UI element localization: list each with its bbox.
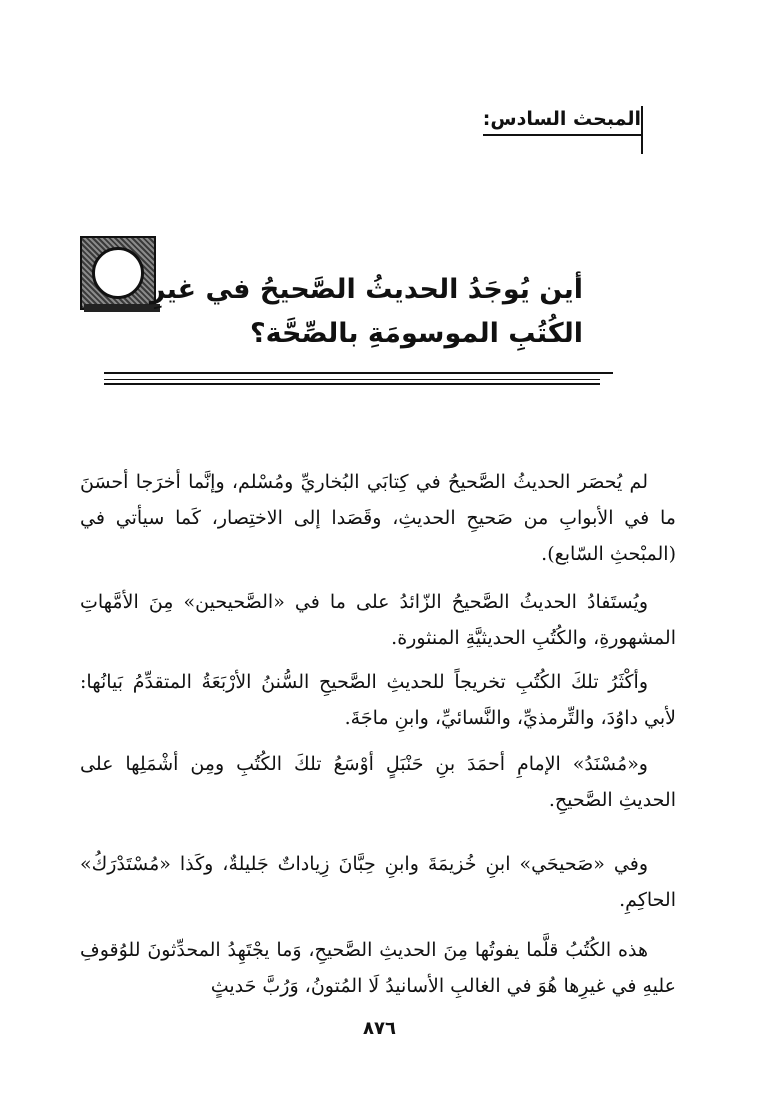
paragraph-text: وفي «صَحيحَي» ابنِ خُزيمَةَ وابنِ حِبَّانَ زِياداتٌ جَليلةٌ، وكَذا «مُسْتَدْرَكُ» الحاكِمِ.	[80, 853, 676, 911]
body-paragraph-2	[80, 584, 676, 656]
page-number: ٨٧٦	[363, 1018, 396, 1039]
paragraph-text: وأكْثَرُ تلكَ الكُتُبِ تخريجاً للحديثِ الصَّحيحِ السُّننُ الأرْبَعَةُ المتقدِّمُ بَيانُها: لأبي داوُدَ، والتِّرمذيِّ، والنَّسائيِّ، وابنِ ماجَةَ.	[80, 671, 676, 729]
body-paragraph-1	[80, 464, 676, 572]
section-divider	[641, 106, 643, 154]
title-underline-1	[104, 372, 613, 374]
paragraph-text: هذه الكُتُبُ قلَّما يفوتُها مِنَ الحديثِ الصَّحيحِ، وَما يجْتَهِدُ المحدِّثونَ للوُقوفِ عليهِ في غيرِها هُوَ في الغالبِ الأسانيدُ لَا المُتونُ، وَرُبَّ حَديثٍ	[80, 939, 676, 997]
chapter-title-line-2: الكُتُبِ الموسومَةِ بالصِّحَّة؟	[249, 318, 583, 349]
title-underline-2	[104, 379, 600, 380]
body-paragraph-3	[80, 664, 676, 736]
chapter-title-line-1: أين يُوجَدُ الحديثُ الصَّحيحُ في غيرِ	[149, 274, 583, 305]
title-underline-3	[104, 383, 600, 385]
body-paragraph-6	[80, 932, 676, 1004]
paragraph-text: و«مُسْنَدُ» الإمامِ أحمَدَ بنِ حَنْبَلٍ أوْسَعُ تلكَ الكُتُبِ ومِن أشْمَلِها على الحديثِ الصَّحيحِ.	[80, 753, 676, 811]
chapter-title	[103, 268, 583, 356]
paragraph-text: لم يُحصَر الحديثُ الصَّحيحُ في كِتابَي البُخاريِّ ومُسْلم، وإنَّما أخرَجا أحسَنَ ما في الأبوابِ من صَحيحِ الحديثِ، وقَصَدا إلى الاختِصار، كَما سيأتي في (المبْحثِ السّابع).	[80, 471, 676, 565]
paragraph-text: ويُستَفادُ الحديثُ الصَّحيحُ الزّائدُ على ما في «الصَّحيحين» مِنَ الأمَّهاتِ المشهورةِ، والكُتُبِ الحديثيَّةِ المنثورة.	[80, 591, 676, 649]
body-paragraph-5	[80, 846, 676, 918]
body-paragraph-4	[80, 746, 676, 818]
section-label: المبحث السادس:	[483, 108, 641, 136]
